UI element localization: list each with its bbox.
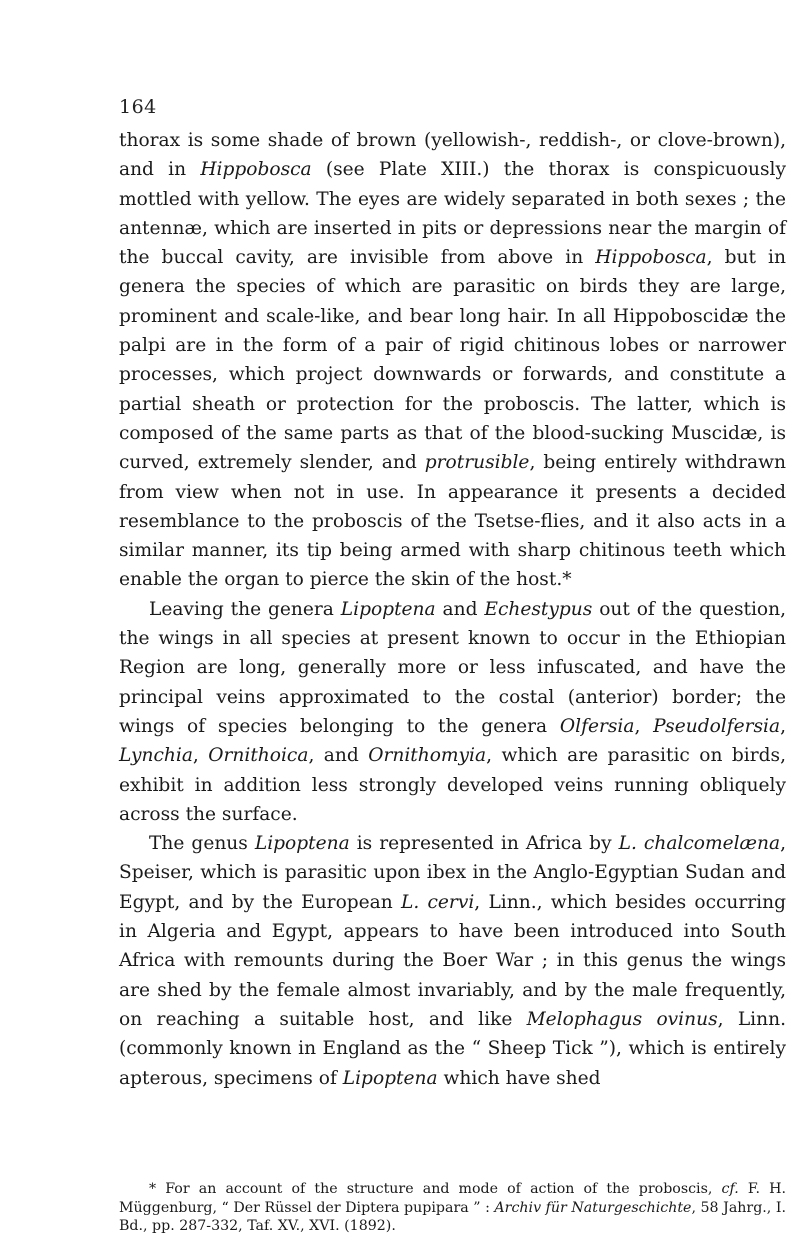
text-run: , (192, 745, 209, 767)
text-run: , Linn., which besides occurring in Algeria and Egypt, appears to have been introduced into South Africa with remounts during the Boer War ; in this genus the wings are shed by the female almost invariably, and by the male frequently, on reaching a suitable host, and like (119, 891, 786, 1030)
paragraph (119, 126, 786, 595)
text-run: , Speiser, which is parasitic upon ibex in the Anglo-Egyptian Sudan and Egypt, and by the European (119, 833, 787, 913)
text-run: , (634, 715, 654, 737)
italic-text: Echestypus (484, 598, 593, 620)
italic-text: Lipoptena (254, 833, 350, 855)
italic-text: L. chalcomelæna (618, 833, 781, 855)
text-run: thorax is some shade of brown (yellowish-, reddish-, or clove-brown), and in (119, 130, 786, 181)
italic-text: protrusible (424, 452, 530, 474)
text-run: Leaving the genera (149, 598, 341, 620)
paragraph (119, 829, 786, 1093)
text-run: out of the question, the wings in all species at present known to occur in the Ethiopian Region are long, generally more or less infuscated, and have the principal veins approximated to the costal (anterior) border; the wings of species belonging to the genera (119, 598, 786, 737)
text-run: F. H. Müggenburg, “ Der Rüssel der Diptera pupipara ” : (119, 1181, 786, 1216)
text-run: , (780, 715, 787, 737)
text-run: and (435, 598, 485, 620)
italic-text: Melophagus ovinus (526, 1008, 718, 1030)
italic-text: Ornithoica (208, 745, 309, 767)
text-run: * For an account of the structure and mode of action of the proboscis, (149, 1181, 722, 1198)
italic-text: Archiv für Naturgeschichte (494, 1199, 692, 1216)
page-number: 164 (119, 96, 157, 118)
italic-text: Hippobosca (200, 159, 312, 181)
italic-text: Lipoptena (342, 1067, 438, 1089)
italic-text: L. cervi (401, 891, 475, 913)
text-run: The genus (149, 833, 255, 855)
text-run: , Linn. (commonly known in England as the “ Sheep Tick ”), which is entirely apterous, specimens of (119, 1008, 786, 1089)
italic-text: Olfersia (559, 715, 635, 737)
text-run: , but in genera the species of which are parasitic on birds they are large, prominent and scale-like, and bear long hair. In all Hippoboscidæ the palpi are in the form of a pair of rigid chitinous lobes or narrower processes, which project downwards or forwards, and constitute a partial sheath or protection for the proboscis. The latter, which is composed of the same parts as that of the blood-sucking Muscidæ, is curved, extremely slender, and (119, 247, 786, 474)
italic-text: Hippobosca (595, 247, 707, 269)
italic-text: cf. (721, 1181, 739, 1198)
text-run: , which are parasitic on birds, exhibit in addition less strongly developed veins running obliquely across the surface. (119, 745, 786, 825)
text-run: which have shed (437, 1067, 601, 1089)
italic-text: Pseudolfersia (653, 715, 781, 737)
body-text (119, 126, 786, 1093)
paragraph (119, 595, 786, 829)
text-run: (see Plate XIII.) the thorax is conspicuously mottled with yellow. The eyes are widely separated in both sexes ; the antennæ, which are inserted in pits or depressions near the margin of the buccal cavity, are invisible from above in (119, 159, 786, 269)
text-run: , 58 Jahrg., I. Bd., pp. 287-332, Taf. XV., XVI. (1892). (119, 1199, 786, 1235)
italic-text: Lipoptena (340, 598, 436, 620)
italic-text: Ornithomyia (368, 745, 487, 767)
text-run: is represented in Africa by (349, 833, 619, 855)
text-run: , and (308, 745, 369, 767)
italic-text: Lynchia (119, 745, 193, 767)
text-run: , being entirely withdrawn from view when not in use. In appearance it presents a decided resemblance to the proboscis of the Tsetse-flies, and it also acts in a similar manner, its tip being armed with sharp chitinous teeth which enable the organ to pierce the skin of the host.* (119, 452, 786, 591)
footnote (119, 1180, 786, 1236)
